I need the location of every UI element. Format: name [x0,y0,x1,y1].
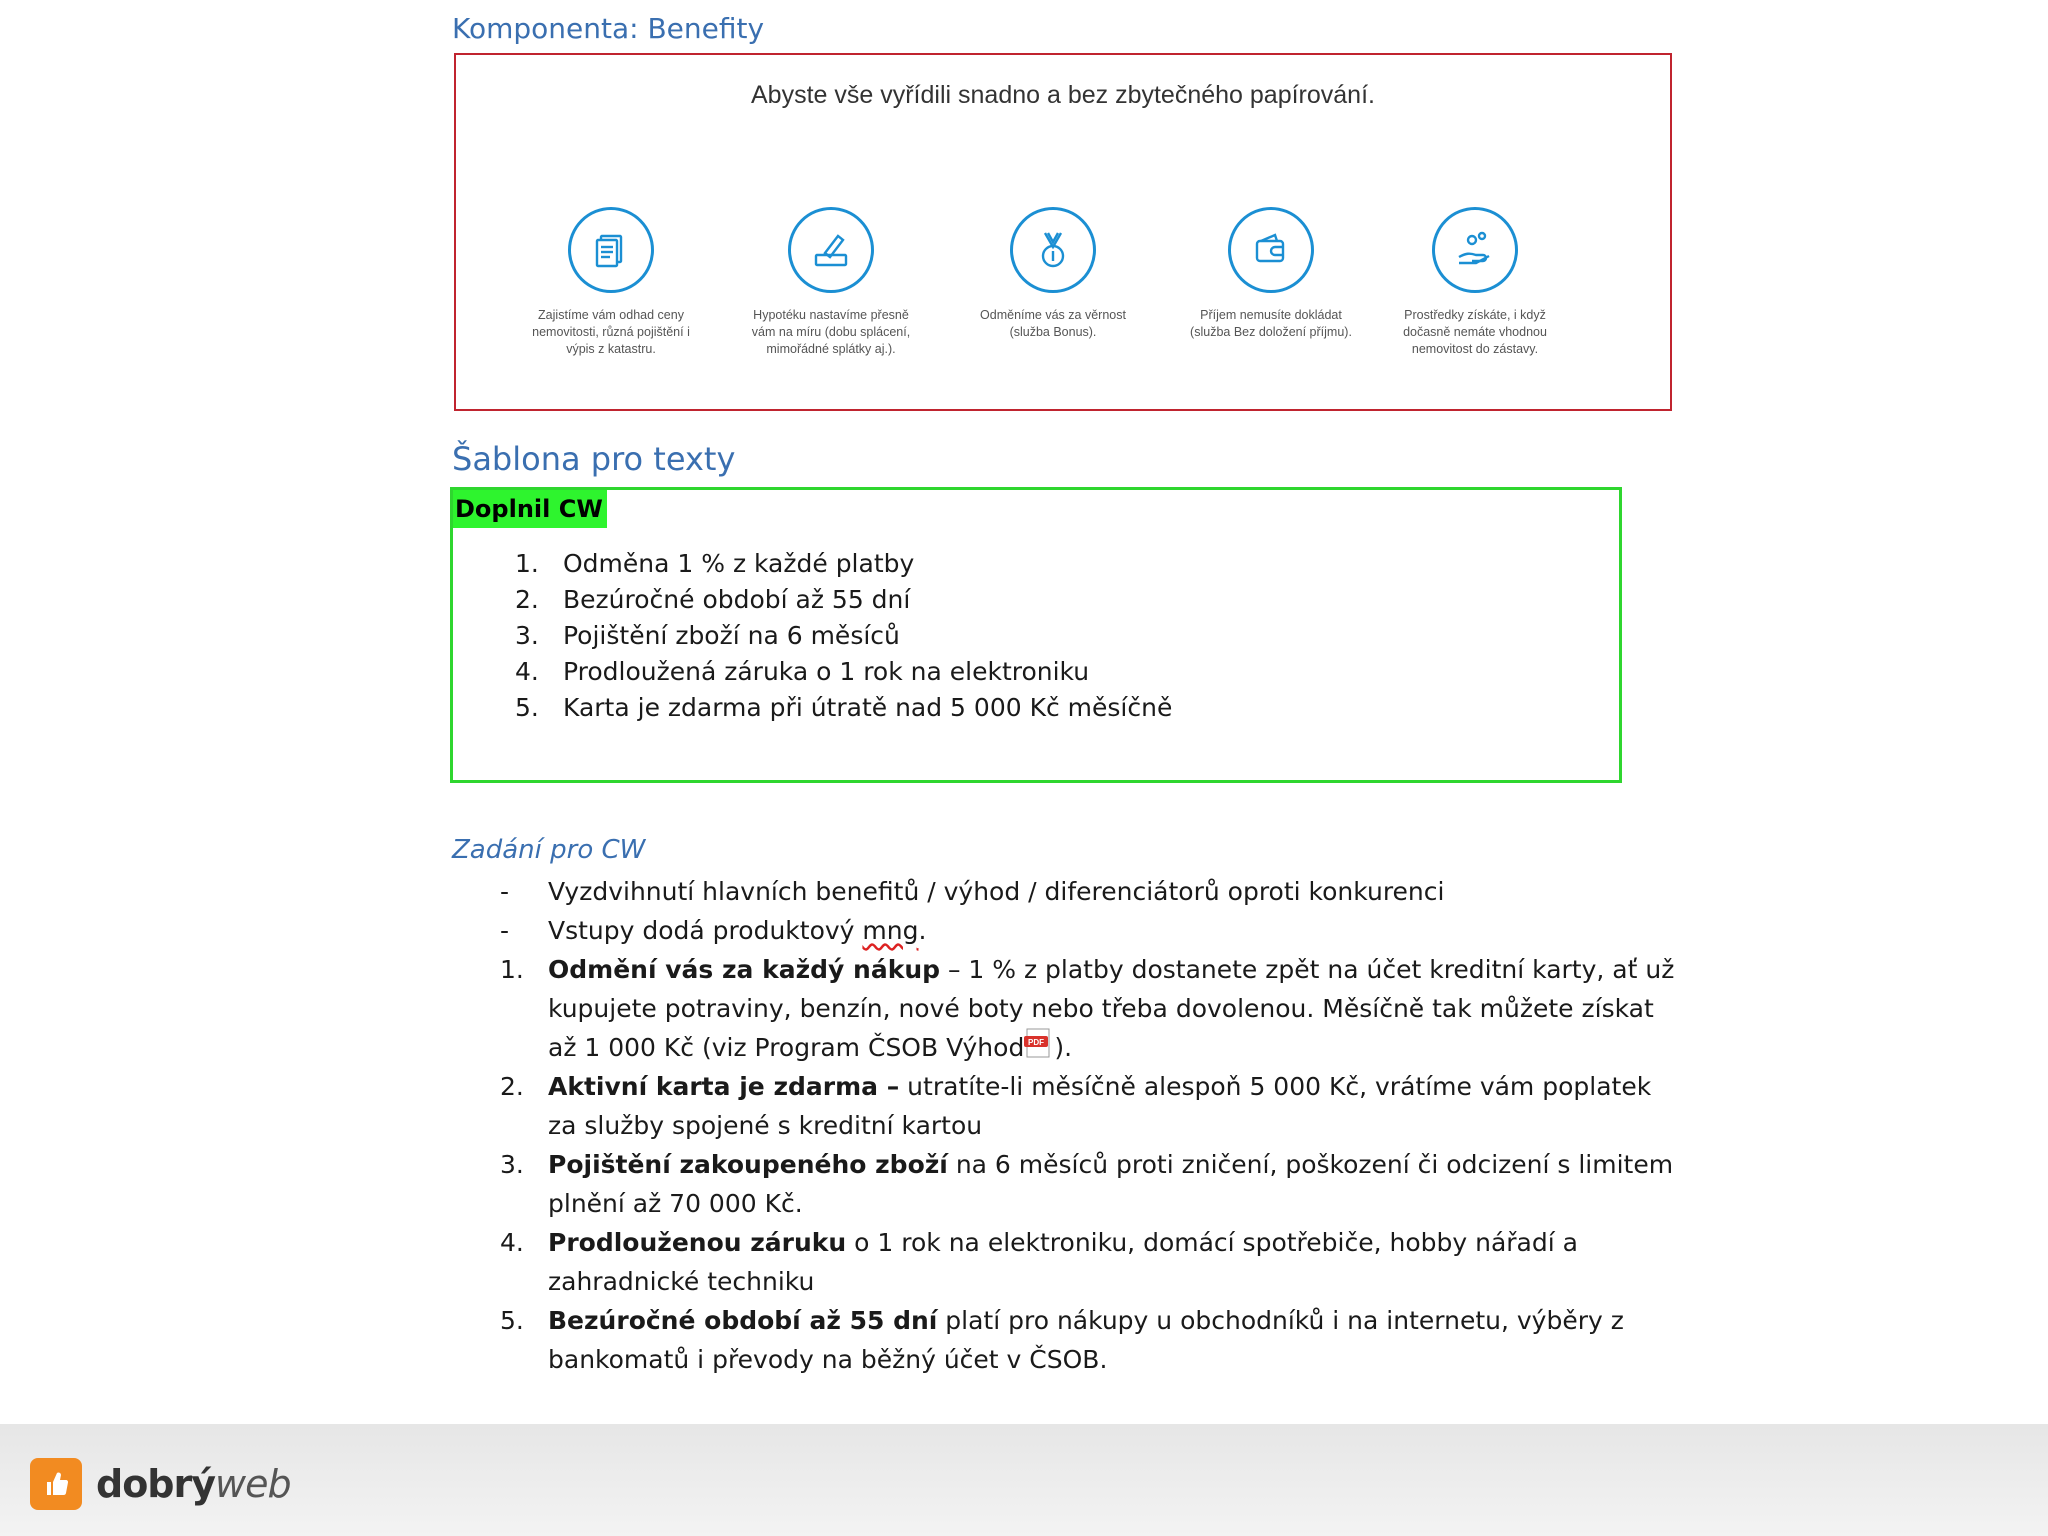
benefit-caption: Odměníme vás za věrnost (služba Bonus). [980,308,1126,339]
wallet-icon [1228,207,1314,293]
brief-item: 3. Pojištění zakoupeného zboží na 6 měsíců proti zničení, poškození či odcizení s limitem plnění až 70 000 Kč. [500,1150,1674,1218]
brief-item: 2. Aktivní karta je zdarma – utratíte-li měsíčně alespoň 5 000 Kč, vrátíme vám poplatek za služby spojené s kreditní kartou [500,1072,1652,1140]
benefit-caption: Hypotéku nastavíme přesně vám na míru (dobu splácení, mimořádné splátky aj.). [751,308,911,356]
brief-heading: Zadání pro CW [452,835,646,865]
template-list [515,546,1172,726]
list-item: 5. Karta je zdarma při útratě nad 5 000 Kč měsíčně [515,693,1173,722]
list-item: 1. Odměna 1 % z každé platby [515,549,915,578]
template-heading: Šablona pro texty [452,440,736,478]
brief-content [500,872,1680,1379]
thumbs-up-logo-icon [30,1458,82,1510]
brief-bullet: - Vyzdvihnutí hlavních benefitů / výhod / diferenciátorů oproti konkurenci [500,877,1445,906]
hand-coins-icon [1432,207,1518,293]
documents-icon [568,207,654,293]
brief-item: 5. Bezúročné období až 55 dní platí pro nákupy u obchodníků i na internetu, výběry z bankomatů i převody na běžný účet v ČSOB. [500,1306,1624,1374]
benefit-caption: Zajistíme vám odhad ceny nemovitosti, různá pojištění i výpis z katastru. [532,308,690,356]
benefit-item [526,207,696,358]
benefit-caption: Příjem nemusíte dokládat (služba Bez doložení příjmu). [1190,308,1352,339]
brand-logo: dobrýweb [96,1462,291,1506]
brief-item: 1. Odmění vás za každý nákup – 1 % z platby dostanete zpět na účet kreditní karty, ať už kupujete potraviny, benzín, nové boty nebo třeba dovolenou. Měsíčně tak můžete získat až 1 000 Kč (viz Program ČSOB Výhod PDF ). [500,955,1675,1062]
brief-bullet: - Vstupy dodá produktový mng. [500,916,927,945]
benefits-component-box [454,53,1672,411]
benefit-item [1186,207,1356,341]
filled-by-cw-badge: Doplnil CW [453,490,607,528]
brief-item: 4. Prodlouženou záruku o 1 rok na elektroniku, domácí spotřebiče, hobby nářadí a zahradnické techniku [500,1228,1578,1296]
benefit-item [968,207,1138,341]
list-item: 2. Bezúročné období až 55 dní [515,585,911,614]
component-heading: Komponenta: Benefity [452,12,765,45]
svg-text:PDF: PDF [1028,1038,1045,1047]
benefit-caption: Prostředky získáte, i když dočasně nemáte vhodnou nemovitost do zástavy. [1403,308,1547,356]
template-text-box [450,487,1622,783]
pdf-icon[interactable] [1024,1028,1054,1060]
list-item: 4. Prodloužená záruka o 1 rok na elektroniku [515,657,1090,686]
signature-pen-icon [788,207,874,293]
benefit-item [1390,207,1560,358]
benefits-title: Abyste vše vyřídili snadno a bez zbytečného papírování. [751,81,1375,109]
list-item: 3. Pojištění zboží na 6 měsíců [515,621,900,650]
footer [0,1424,2048,1536]
spellcheck-underline: mng [862,916,919,945]
medal-icon [1010,207,1096,293]
benefit-item [746,207,916,358]
